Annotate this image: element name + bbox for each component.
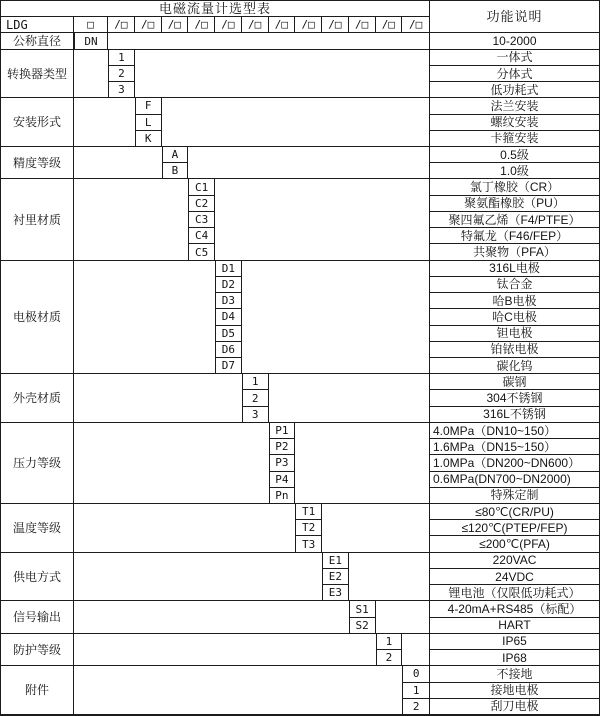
- option-function: 1.0级: [429, 163, 599, 179]
- model-code-slot: /□: [135, 17, 162, 33]
- empty-area: [74, 50, 108, 99]
- option-code: 2: [402, 699, 429, 715]
- category-label: 衬里材质: [1, 179, 74, 260]
- option-code: 3: [108, 82, 135, 98]
- empty-area: [188, 147, 429, 179]
- option-code: S1: [349, 601, 376, 617]
- option-function: 刮刀电极: [429, 699, 599, 715]
- empty-area: [74, 504, 295, 553]
- category-label: 附件: [1, 666, 74, 715]
- option-function: 碳钢: [429, 374, 599, 390]
- option-function: 1.6MPa（DN15~150）: [429, 439, 599, 455]
- option-code: T1: [295, 504, 322, 520]
- category-label: 信号输出: [1, 601, 74, 633]
- category-label: 温度等级: [1, 504, 74, 553]
- model-code-slot: /□: [215, 17, 242, 33]
- option-function: 24VDC: [429, 569, 599, 585]
- option-code: C3: [188, 212, 215, 228]
- option-code: 2: [242, 390, 269, 406]
- option-code: P1: [269, 423, 296, 439]
- empty-area: [74, 423, 269, 504]
- option-code: E3: [322, 585, 349, 601]
- function-column-header: 功能说明: [429, 1, 599, 33]
- empty-area: [135, 50, 429, 99]
- category-label: 外壳材质: [1, 374, 74, 423]
- empty-area: [349, 553, 429, 602]
- option-code: 1: [108, 50, 135, 66]
- option-function: 4.0MPa（DN10~150）: [429, 423, 599, 439]
- empty-area: [74, 147, 162, 179]
- option-code: 2: [376, 650, 403, 666]
- option-function: 氯丁橡胶（CR）: [429, 179, 599, 195]
- option-code: D3: [215, 293, 242, 309]
- option-function: 接地电极: [429, 683, 599, 699]
- option-code: P4: [269, 472, 296, 488]
- option-function: 哈B电极: [429, 293, 599, 309]
- model-code-slot: /□: [108, 17, 135, 33]
- option-function: 316L电极: [429, 261, 599, 277]
- option-function: 低功耗式: [429, 82, 599, 98]
- empty-area: [215, 179, 429, 260]
- option-code: DN: [74, 33, 108, 49]
- empty-area: [108, 33, 429, 49]
- option-function: ≤120℃(PTEP/FEP): [429, 520, 599, 536]
- model-code-slot: /□: [322, 17, 349, 33]
- category-label: 转换器类型: [1, 50, 74, 99]
- empty-area: [74, 179, 188, 260]
- option-code: S2: [349, 618, 376, 634]
- category-label: 防护等级: [1, 634, 74, 666]
- model-code-slot: /□: [376, 17, 403, 33]
- empty-area: [74, 634, 376, 666]
- option-function: IP68: [429, 650, 599, 666]
- category-label: 精度等级: [1, 147, 74, 179]
- model-code-slot: /□: [349, 17, 376, 33]
- option-function: 10-2000: [429, 33, 599, 49]
- option-code: T3: [295, 536, 322, 552]
- option-code: B: [162, 163, 189, 179]
- model-code-slot: /□: [295, 17, 322, 33]
- model-code-slot: /□: [402, 17, 429, 33]
- option-code: L: [135, 115, 162, 131]
- empty-area: [269, 374, 430, 423]
- empty-area: [402, 634, 429, 666]
- option-function: HART: [429, 618, 599, 634]
- option-function: 铂铱电极: [429, 342, 599, 358]
- category-label: 电极材质: [1, 261, 74, 375]
- model-code-slot: /□: [269, 17, 296, 33]
- option-code: Pn: [269, 488, 296, 504]
- option-function: IP65: [429, 634, 599, 650]
- option-function: ≤80℃(CR/PU): [429, 504, 599, 520]
- empty-area: [74, 98, 135, 147]
- option-code: E1: [322, 553, 349, 569]
- option-code: D6: [215, 342, 242, 358]
- option-code: P3: [269, 455, 296, 471]
- option-function: ≤200℃(PFA): [429, 536, 599, 552]
- option-code: C5: [188, 244, 215, 260]
- option-function: 法兰安装: [429, 98, 599, 114]
- option-code: C1: [188, 179, 215, 195]
- category-label: 安装形式: [1, 98, 74, 147]
- option-function: 聚氨酯橡胶（PU）: [429, 196, 599, 212]
- option-function: 聚四氟乙烯（F4/PTFE）: [429, 212, 599, 228]
- empty-area: [74, 601, 349, 633]
- option-code: D4: [215, 309, 242, 325]
- empty-area: [322, 504, 429, 553]
- option-code: D1: [215, 261, 242, 277]
- option-code: 1: [242, 374, 269, 390]
- option-function: 特氟龙（F46/FEP）: [429, 228, 599, 244]
- option-function: 钛合金: [429, 277, 599, 293]
- option-code: A: [162, 147, 189, 163]
- option-code: K: [135, 131, 162, 147]
- option-code: P2: [269, 439, 296, 455]
- empty-area: [74, 374, 242, 423]
- option-code: T2: [295, 520, 322, 536]
- empty-area: [376, 601, 430, 633]
- option-function: 0.5级: [429, 147, 599, 163]
- option-code: 2: [108, 66, 135, 82]
- option-code: D2: [215, 277, 242, 293]
- model-code-box: □: [74, 17, 108, 33]
- option-function: 不接地: [429, 666, 599, 682]
- option-code: 0: [402, 666, 429, 682]
- empty-area: [74, 666, 402, 715]
- empty-area: [242, 261, 429, 375]
- empty-area: [74, 261, 215, 375]
- option-code: 1: [402, 683, 429, 699]
- empty-area: [162, 98, 430, 147]
- model-prefix: LDG: [1, 17, 74, 33]
- model-code-slot: /□: [162, 17, 189, 33]
- option-function: 钽电极: [429, 326, 599, 342]
- option-function: 220VAC: [429, 553, 599, 569]
- option-function: 螺纹安装: [429, 115, 599, 131]
- option-code: 3: [242, 407, 269, 423]
- option-code: D7: [215, 358, 242, 374]
- option-function: 碳化钨: [429, 358, 599, 374]
- option-code: F: [135, 98, 162, 114]
- option-code: C2: [188, 196, 215, 212]
- option-function: 一体式: [429, 50, 599, 66]
- empty-area: [295, 423, 429, 504]
- model-code-slot: /□: [188, 17, 215, 33]
- option-function: 特殊定制: [429, 488, 599, 504]
- option-function: 锂电池（仅限低功耗式）: [429, 585, 599, 601]
- option-function: 4-20mA+RS485（标配）: [429, 601, 599, 617]
- option-function: 304不锈钢: [429, 390, 599, 406]
- table-title: 电磁流量计选型表: [1, 1, 429, 17]
- option-code: 1: [376, 634, 403, 650]
- model-code-slot: /□: [242, 17, 269, 33]
- option-code: C4: [188, 228, 215, 244]
- option-function: 共聚物（PFA）: [429, 244, 599, 260]
- empty-area: [74, 553, 322, 602]
- option-function: 0.6MPa(DN700~DN2000): [429, 472, 599, 488]
- option-function: 哈C电极: [429, 309, 599, 325]
- option-code: E2: [322, 569, 349, 585]
- category-label: 供电方式: [1, 553, 74, 602]
- option-code: D5: [215, 326, 242, 342]
- option-function: 卡箍安装: [429, 131, 599, 147]
- option-function: 316L不锈钢: [429, 407, 599, 423]
- option-function: 分体式: [429, 66, 599, 82]
- category-label: 公称直径: [1, 33, 74, 49]
- option-function: 1.0MPa（DN200~DN600）: [429, 455, 599, 471]
- category-label: 压力等级: [1, 423, 74, 504]
